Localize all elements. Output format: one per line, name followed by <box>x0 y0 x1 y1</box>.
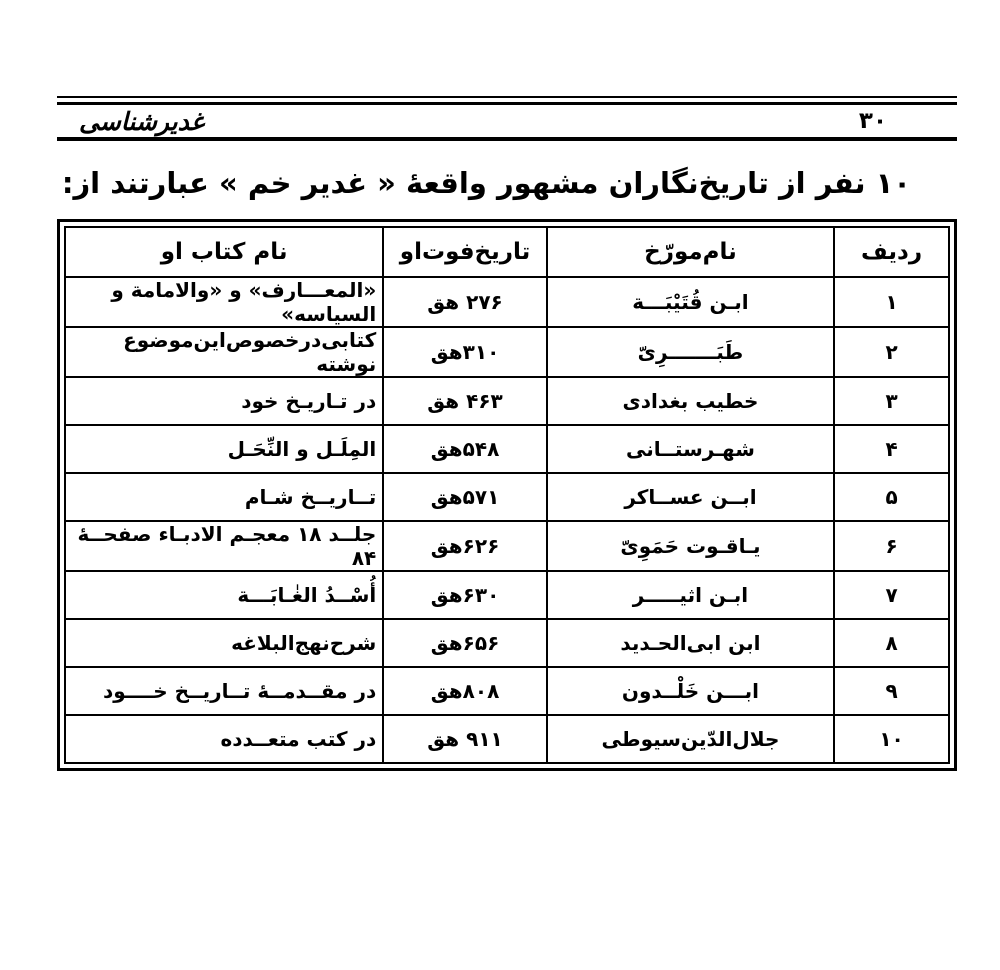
row-number-cell: ۸ <box>834 619 949 667</box>
page-content <box>57 96 957 771</box>
book-name-cell: شرح‌نهج‌البلاغه <box>65 619 383 667</box>
table-header-row <box>65 227 949 277</box>
death-date-cell: ۵۷۱هق <box>383 473 547 521</box>
book-name-cell: کتابی‌درخصوص‌این‌موضوع نوشته <box>65 327 383 377</box>
table-row <box>65 473 949 521</box>
table-row <box>65 715 949 763</box>
table-row <box>65 619 949 667</box>
book-name-cell: در کتب متعــدده <box>65 715 383 763</box>
historian-cell: ابــن عســاکر <box>547 473 834 521</box>
historians-table-frame <box>57 219 957 771</box>
table-row <box>65 667 949 715</box>
row-number-cell: ۲ <box>834 327 949 377</box>
row-number-cell: ۱ <box>834 277 949 327</box>
book-name-cell: أُسْــدُ الغٰـابَـــة <box>65 571 383 619</box>
book-title: غدیرشناسی <box>79 106 204 136</box>
column-header-row-number: ردیف <box>834 227 949 277</box>
table-row <box>65 277 949 327</box>
book-name-cell: «المعـــارف» و «والامامة و السیاسه» <box>65 277 383 327</box>
column-header-book-name: نام کتاب او <box>65 227 383 277</box>
book-name-cell: المِلَـل و النِّحَـل <box>65 425 383 473</box>
death-date-cell: ۶۳۰هق <box>383 571 547 619</box>
table-row <box>65 571 949 619</box>
historian-cell: شهـرستــانی <box>547 425 834 473</box>
column-header-historian: نام‌مورّخ <box>547 227 834 277</box>
row-number-cell: ۷ <box>834 571 949 619</box>
historian-cell: ابن ابی‌الحـدید <box>547 619 834 667</box>
historian-cell: جلال‌الدّین‌سیوطی <box>547 715 834 763</box>
historian-cell: ابـن قُتَیْبَـــة <box>547 277 834 327</box>
historian-cell: طَبَـــــــرِیّ <box>547 327 834 377</box>
book-name-cell: در مقــدمــهٔ تــاریــخ خــــود <box>65 667 383 715</box>
death-date-cell: ۲۷۶ هق <box>383 277 547 327</box>
running-head-band <box>57 102 957 141</box>
table-row <box>65 521 949 571</box>
row-number-cell: ۴ <box>834 425 949 473</box>
row-number-cell: ۵ <box>834 473 949 521</box>
row-number-cell: ۳ <box>834 377 949 425</box>
row-number-cell: ۹ <box>834 667 949 715</box>
death-date-cell: ۴۶۳ هق <box>383 377 547 425</box>
running-head <box>57 96 957 141</box>
book-name-cell: تــاریــخ شـام <box>65 473 383 521</box>
historian-cell: ابـن اثیـــــر <box>547 571 834 619</box>
table-row <box>65 377 949 425</box>
historian-cell: خطیب بغدادی <box>547 377 834 425</box>
column-header-death-date: تاریخ‌فوت‌او <box>383 227 547 277</box>
historian-cell: یـاقـوت حَمَوِیّ <box>547 521 834 571</box>
death-date-cell: ۶۵۶هق <box>383 619 547 667</box>
death-date-cell: ۳۱۰هق <box>383 327 547 377</box>
book-name-cell: در تـاریـخ خود <box>65 377 383 425</box>
historian-cell: ابـــن خَلْــدون <box>547 667 834 715</box>
page-number: ۳۰ <box>858 108 887 134</box>
death-date-cell: ۵۴۸هق <box>383 425 547 473</box>
row-number-cell: ۱۰ <box>834 715 949 763</box>
section-title: ۱۰ نفر از تاریخ‌نگاران مشهور واقعهٔ « غدیر خم » عبارتند از: <box>61 166 911 200</box>
table-row <box>65 425 949 473</box>
row-number-cell: ۶ <box>834 521 949 571</box>
death-date-cell: ۸۰۸هق <box>383 667 547 715</box>
death-date-cell: ۹۱۱ هق <box>383 715 547 763</box>
historians-table <box>64 226 950 764</box>
book-name-cell: جلــد ۱۸ معجـم الادبـاء صفحــهٔ ۸۴ <box>65 521 383 571</box>
death-date-cell: ۶۲۶هق <box>383 521 547 571</box>
table-row <box>65 327 949 377</box>
